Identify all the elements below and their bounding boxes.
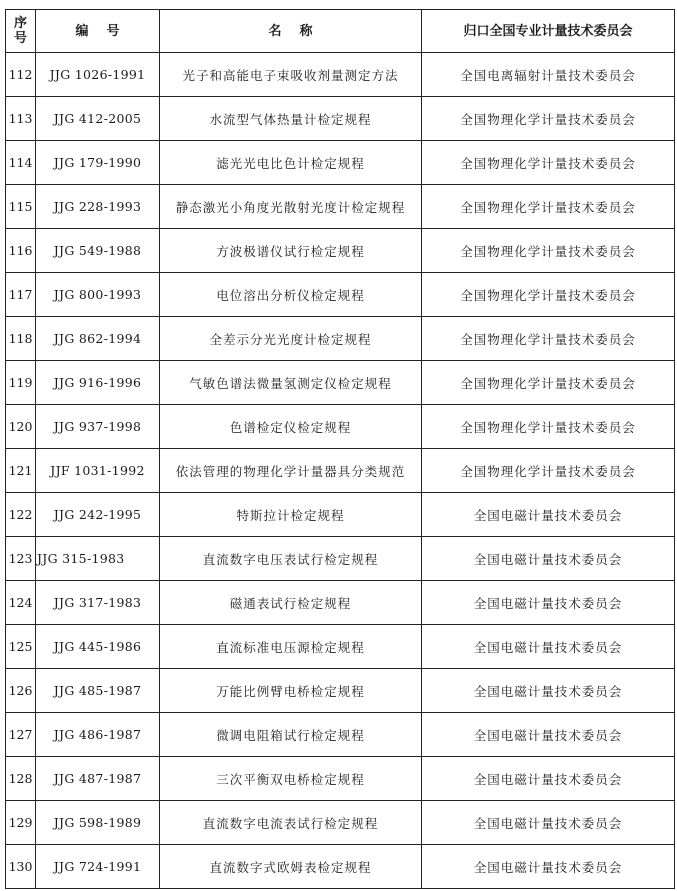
- row-committee: 全国电磁计量技术委员会: [422, 581, 675, 625]
- header-name: 名 称: [160, 10, 422, 53]
- row-name: 微调电阻箱试行检定规程: [160, 713, 422, 757]
- row-committee: 全国电磁计量技术委员会: [422, 801, 675, 845]
- row-name: 方波极谱仪试行检定规程: [160, 229, 422, 273]
- table-row: [6, 713, 675, 757]
- row-seq: 126: [6, 669, 36, 713]
- row-name: 直流数字式欧姆表检定规程: [160, 845, 422, 889]
- row-seq: 128: [6, 757, 36, 801]
- table-row: [6, 801, 675, 845]
- row-seq: 123: [6, 537, 36, 581]
- table-row: [6, 141, 675, 185]
- row-code: JJG 242-1995: [36, 493, 160, 537]
- row-name: 直流数字电流表试行检定规程: [160, 801, 422, 845]
- row-committee: 全国物理化学计量技术委员会: [422, 185, 675, 229]
- row-name: 直流数字电压表试行检定规程: [160, 537, 422, 581]
- table-row: [6, 273, 675, 317]
- table-row: [6, 185, 675, 229]
- row-code: JJG 317-1983: [36, 581, 160, 625]
- row-seq: 122: [6, 493, 36, 537]
- table-row: [6, 845, 675, 889]
- row-seq: 119: [6, 361, 36, 405]
- row-committee: 全国电磁计量技术委员会: [422, 493, 675, 537]
- row-seq: 112: [6, 53, 36, 97]
- header-committee: 归口全国专业计量技术委员会: [422, 10, 675, 53]
- row-code: JJG 862-1994: [36, 317, 160, 361]
- row-name: 滤光光电比色计检定规程: [160, 141, 422, 185]
- row-committee: 全国电磁计量技术委员会: [422, 713, 675, 757]
- row-code: JJG 412-2005: [36, 97, 160, 141]
- header-seq-line2: 号: [13, 31, 27, 46]
- row-seq: 124: [6, 581, 36, 625]
- row-committee: 全国物理化学计量技术委员会: [422, 97, 675, 141]
- row-name: 气敏色谱法微量氢测定仪检定规程: [160, 361, 422, 405]
- header-code: 编 号: [36, 10, 160, 53]
- table-row: [6, 537, 675, 581]
- row-committee: 全国物理化学计量技术委员会: [422, 317, 675, 361]
- header-seq-line1: 序: [13, 16, 27, 31]
- row-code: JJG 179-1990: [36, 141, 160, 185]
- row-name: 特斯拉计检定规程: [160, 493, 422, 537]
- row-code: JJG 937-1998: [36, 405, 160, 449]
- row-committee: 全国电磁计量技术委员会: [422, 625, 675, 669]
- row-committee: 全国物理化学计量技术委员会: [422, 141, 675, 185]
- row-seq: 121: [6, 449, 36, 493]
- row-committee: 全国电磁计量技术委员会: [422, 845, 675, 889]
- row-name: 三次平衡双电桥检定规程: [160, 757, 422, 801]
- table-row: [6, 361, 675, 405]
- row-committee: 全国电离辐射计量技术委员会: [422, 53, 675, 97]
- row-code: JJG 800-1993: [36, 273, 160, 317]
- row-committee: 全国物理化学计量技术委员会: [422, 361, 675, 405]
- row-name: 万能比例臂电桥检定规程: [160, 669, 422, 713]
- table-body: [6, 53, 675, 889]
- table-row: [6, 229, 675, 273]
- table-row: [6, 493, 675, 537]
- row-name: 磁通表试行检定规程: [160, 581, 422, 625]
- row-code: JJG 315-1983: [36, 537, 160, 581]
- table-row: [6, 625, 675, 669]
- table-row: [6, 53, 675, 97]
- row-name: 光子和高能电子束吸收剂量测定方法: [160, 53, 422, 97]
- row-code: JJG 916-1996: [36, 361, 160, 405]
- row-seq: 116: [6, 229, 36, 273]
- standards-table: [5, 9, 675, 889]
- row-committee: 全国物理化学计量技术委员会: [422, 273, 675, 317]
- table-row: [6, 317, 675, 361]
- table-row: [6, 581, 675, 625]
- row-name: 色谱检定仪检定规程: [160, 405, 422, 449]
- row-committee: 全国电磁计量技术委员会: [422, 669, 675, 713]
- row-name: 水流型气体热量计检定规程: [160, 97, 422, 141]
- row-committee: 全国电磁计量技术委员会: [422, 537, 675, 581]
- row-seq: 113: [6, 97, 36, 141]
- row-name: 全差示分光光度计检定规程: [160, 317, 422, 361]
- row-seq: 117: [6, 273, 36, 317]
- header-row: [6, 10, 675, 53]
- table-row: [6, 669, 675, 713]
- row-code: JJG 487-1987: [36, 757, 160, 801]
- row-code: JJG 724-1991: [36, 845, 160, 889]
- row-seq: 114: [6, 141, 36, 185]
- header-seq: [6, 10, 36, 53]
- row-name: 电位溶出分析仪检定规程: [160, 273, 422, 317]
- table-row: [6, 449, 675, 493]
- row-name: 静态激光小角度光散射光度计检定规程: [160, 185, 422, 229]
- row-seq: 130: [6, 845, 36, 889]
- table-header: [6, 10, 675, 53]
- row-code: JJG 486-1987: [36, 713, 160, 757]
- row-committee: 全国物理化学计量技术委员会: [422, 405, 675, 449]
- row-seq: 120: [6, 405, 36, 449]
- row-code: JJG 485-1987: [36, 669, 160, 713]
- row-code: JJF 1031-1992: [36, 449, 160, 493]
- row-seq: 118: [6, 317, 36, 361]
- row-name: 依法管理的物理化学计量器具分类规范: [160, 449, 422, 493]
- row-seq: 127: [6, 713, 36, 757]
- table-row: [6, 405, 675, 449]
- table-row: [6, 97, 675, 141]
- row-seq: 115: [6, 185, 36, 229]
- row-code: JJG 598-1989: [36, 801, 160, 845]
- row-name: 直流标准电压源检定规程: [160, 625, 422, 669]
- row-committee: 全国物理化学计量技术委员会: [422, 229, 675, 273]
- row-committee: 全国物理化学计量技术委员会: [422, 449, 675, 493]
- row-code: JJG 1026-1991: [36, 53, 160, 97]
- row-code: JJG 228-1993: [36, 185, 160, 229]
- table-row: [6, 757, 675, 801]
- row-seq: 129: [6, 801, 36, 845]
- row-code: JJG 445-1986: [36, 625, 160, 669]
- row-seq: 125: [6, 625, 36, 669]
- row-code: JJG 549-1988: [36, 229, 160, 273]
- row-committee: 全国电磁计量技术委员会: [422, 757, 675, 801]
